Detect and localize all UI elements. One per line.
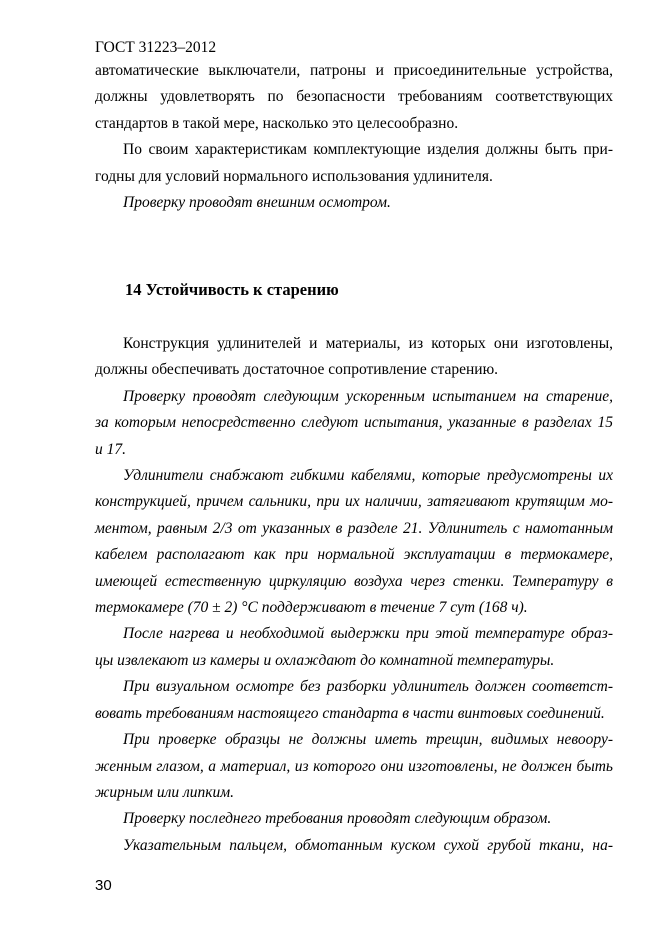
text-line: Проверку проводят внешним осмотром. xyxy=(123,194,391,212)
text-line: автоматические выключатели, патроны и присоединительные устройства, xyxy=(95,62,613,79)
page-number: 30 xyxy=(95,877,112,894)
paragraph-component-suitability xyxy=(95,137,613,190)
paragraph-inspection-method xyxy=(95,190,613,216)
text-line: При проверке образцы не должны иметь трещин, видимых невоору- xyxy=(123,731,613,749)
text-line: годны для условий нормального использования удлинителя. xyxy=(95,167,493,185)
text-line: конструкцией, причем сальники, при их наличии, затягивают крутящим мо- xyxy=(95,493,613,511)
text-line: и 17. xyxy=(95,440,126,458)
text-line: При визуальном осмотре без разборки удлинитель должен соответст- xyxy=(123,678,613,696)
text-line: По своим характеристикам комплектующие изделия должны быть при- xyxy=(123,141,613,159)
document-code-header: ГОСТ 31223–2012 xyxy=(95,39,217,56)
text-line: вовать требованиям настоящего стандарта в части винтовых соединений. xyxy=(95,704,605,722)
text-block-section-14 xyxy=(95,331,613,859)
paragraph-component-safety xyxy=(95,58,613,137)
paragraph-finger-test xyxy=(95,833,613,859)
paragraph-accelerated-test xyxy=(95,384,613,463)
paragraph-last-check xyxy=(95,806,613,832)
text-line: ментом, равным 2/3 от указанных в разделе 21. Удлинитель с намотанным xyxy=(95,519,613,537)
text-line: стандартов в такой мере, насколько это целесообразно. xyxy=(95,114,459,132)
text-line: После нагрева и необходимой выдержки при этой температуре образ- xyxy=(123,625,613,643)
text-line: Проверку проводят следующим ускоренным испытанием на старение, xyxy=(123,387,613,405)
text-line: Удлинители снабжают гибкими кабелями, которые предусмотрены их xyxy=(123,467,613,485)
text-line: термокамере (70 ± 2) °С поддерживают в течение 7 сут (168 ч). xyxy=(95,599,528,617)
text-line: должны обеспечивать достаточное сопротивление старению. xyxy=(95,361,499,379)
text-block-intro xyxy=(95,58,613,216)
text-line: Проверку последнего требования проводят следующим образом. xyxy=(123,810,552,828)
text-line: Указательным пальцем, обмотанным куском сухой грубой ткани, на- xyxy=(123,836,613,854)
text-line: должны удовлетворять по безопасности требованиям соответствующих xyxy=(95,88,613,106)
paragraph-thermal-chamber xyxy=(95,463,613,621)
text-line: кабелем располагают как при нормальной эксплуатации в термокамере, xyxy=(95,546,613,564)
text-line: Конструкция удлинителей и материалы, из которых они изготовлены, xyxy=(123,335,613,352)
paragraph-no-cracks xyxy=(95,727,613,806)
text-line: жирным или липким. xyxy=(95,783,235,801)
paragraph-cooling xyxy=(95,621,613,674)
text-line: имеющей естественную циркуляцию воздуха через стенки. Температуру в xyxy=(95,572,613,590)
paragraph-visual-inspection xyxy=(95,674,613,727)
text-line: за которым непосредственно следуют испытания, указанные в разделах 15 xyxy=(95,414,613,432)
text-line: цы извлекают из камеры и охлаждают до комнатной температуры. xyxy=(95,651,555,669)
section-heading: 14 Устойчивость к старению xyxy=(125,280,339,299)
text-line: женным глазом, а материал, из которого они изготовлены, не должен быть xyxy=(95,757,613,775)
paragraph-aging-requirement xyxy=(95,331,613,384)
